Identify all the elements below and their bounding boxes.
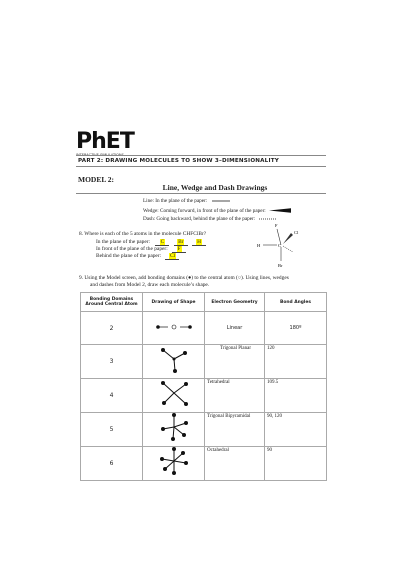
angles-text: 90, 120 — [267, 414, 282, 419]
model-heading: Line, Wedge and Dash Drawings — [162, 183, 268, 192]
trigonal-planar-drawing — [159, 345, 189, 373]
logo-subtitle: INTERACTIVE SIMULATIONS — [76, 153, 124, 157]
electron-geometry[interactable] — [205, 413, 265, 447]
shape-drawing-cell[interactable] — [143, 413, 205, 447]
table-row — [81, 447, 327, 481]
bond-angles[interactable] — [265, 413, 327, 447]
atom-f: F — [275, 223, 278, 228]
table-row — [81, 413, 327, 447]
q8-behind-label: Behind the plane of the paper: — [96, 253, 162, 259]
atom-cl: Cl — [294, 230, 299, 235]
header-drawing: Drawing of Shape — [143, 293, 205, 312]
q8-answer-blank[interactable] — [155, 239, 169, 246]
dash-bond-icon — [259, 217, 277, 221]
definition-line-text: Line: In the plane of the paper: — [143, 198, 208, 204]
wedge-bond-icon — [269, 208, 291, 213]
logo-wordmark: PhET — [76, 129, 134, 154]
definition-wedge — [143, 208, 291, 214]
part-title: PART 2: DRAWING MOLECULES TO SHOW 3–DIMENSIONALITY — [78, 158, 279, 164]
bond-angles[interactable]: 180º — [265, 312, 327, 345]
model-label: MODEL 2: — [78, 175, 115, 184]
octahedral-drawing — [159, 447, 189, 475]
domain-count: 5 — [81, 413, 143, 447]
q8-answer-c: C — [160, 239, 165, 245]
shapes-table — [80, 292, 327, 481]
q8-behind-row — [96, 253, 179, 260]
shape-drawing-cell[interactable] — [143, 312, 205, 345]
geometry-text: Trigonal Planar — [219, 346, 252, 351]
shape-drawing-cell[interactable] — [143, 379, 205, 413]
q8-answer-blank[interactable] — [192, 239, 206, 246]
header-geometry: Electron Geometry — [205, 293, 265, 312]
bond-angles[interactable] — [265, 447, 327, 481]
definition-dash-text: Dash: Going backward, behind the plane of the paper: — [143, 216, 256, 222]
bond-angles[interactable] — [265, 345, 327, 379]
question-8-prompt: 8. Where is each of the 5 atoms in the molecule CHFClBr? — [79, 231, 207, 237]
domain-count: 2 — [81, 312, 143, 345]
q8-front-label: In front of the plane of the paper: — [96, 246, 168, 252]
definition-wedge-text: Wedge: Coming forward, in front of the plane of the paper: — [143, 208, 266, 214]
question-9-line-1: 9. Using the Model screen, add bonding domains (●) to the central atom (○). Using lines, wedges — [79, 275, 289, 281]
header-bond-angles: Bond Angles — [265, 293, 327, 312]
q8-in-plane-label: In the plane of the paper: — [96, 239, 151, 245]
phet-logo — [76, 129, 134, 157]
angles-text: 90 — [267, 448, 272, 453]
q8-answer-blank[interactable] — [172, 246, 186, 253]
trigonal-bipyramidal-drawing — [159, 413, 189, 441]
q8-answer-br: Br — [178, 239, 184, 245]
geometry-text: Trigonal Bipyramidal — [207, 414, 251, 419]
line-bond-icon — [212, 199, 230, 203]
electron-geometry[interactable] — [205, 379, 265, 413]
shape-drawing-cell[interactable] — [143, 447, 205, 481]
q8-in-plane-row — [96, 239, 206, 246]
bond-angles[interactable] — [265, 379, 327, 413]
q8-front-row — [96, 246, 186, 253]
electron-geometry[interactable] — [205, 447, 265, 481]
definition-line — [143, 198, 230, 204]
question-9-line-2: and dashes from Model 2, draw each molecule’s shape. — [90, 282, 210, 288]
geometry-text: Tetrahedral — [207, 380, 230, 385]
linear-shape-drawing — [154, 322, 194, 332]
table-row — [81, 345, 327, 379]
domain-count: 3 — [81, 345, 143, 379]
atom-br: Br — [278, 263, 283, 268]
shape-drawing-cell[interactable] — [143, 345, 205, 379]
divider — [76, 193, 326, 194]
q8-answer-blank[interactable] — [165, 253, 179, 260]
divider — [76, 166, 326, 167]
angles-text: 120 — [267, 346, 275, 351]
q8-answer-f: F — [177, 246, 181, 252]
domain-count: 6 — [81, 447, 143, 481]
bond-dash — [283, 246, 293, 252]
atom-c: C — [278, 243, 282, 248]
q8-answer-h: H — [197, 239, 202, 245]
angles-text: 109.5 — [267, 380, 279, 385]
divider — [76, 155, 326, 156]
table-row — [81, 379, 327, 413]
table-header-row — [81, 293, 327, 312]
geometry-text: Octahedral — [207, 448, 229, 453]
tetrahedral-drawing — [159, 379, 189, 407]
electron-geometry[interactable] — [205, 345, 265, 379]
q8-answer-cl: Cl — [169, 253, 176, 259]
bond-wedge — [283, 233, 293, 244]
header-bonding-domains: Bonding Domains Around Central Atom — [81, 293, 143, 312]
atom-h: H — [257, 243, 261, 248]
chfclbr-molecule-diagram — [255, 222, 315, 268]
q8-answer-blank[interactable] — [174, 239, 188, 246]
electron-geometry[interactable]: Linear — [205, 312, 265, 345]
table-row — [81, 312, 327, 345]
domain-count: 4 — [81, 379, 143, 413]
